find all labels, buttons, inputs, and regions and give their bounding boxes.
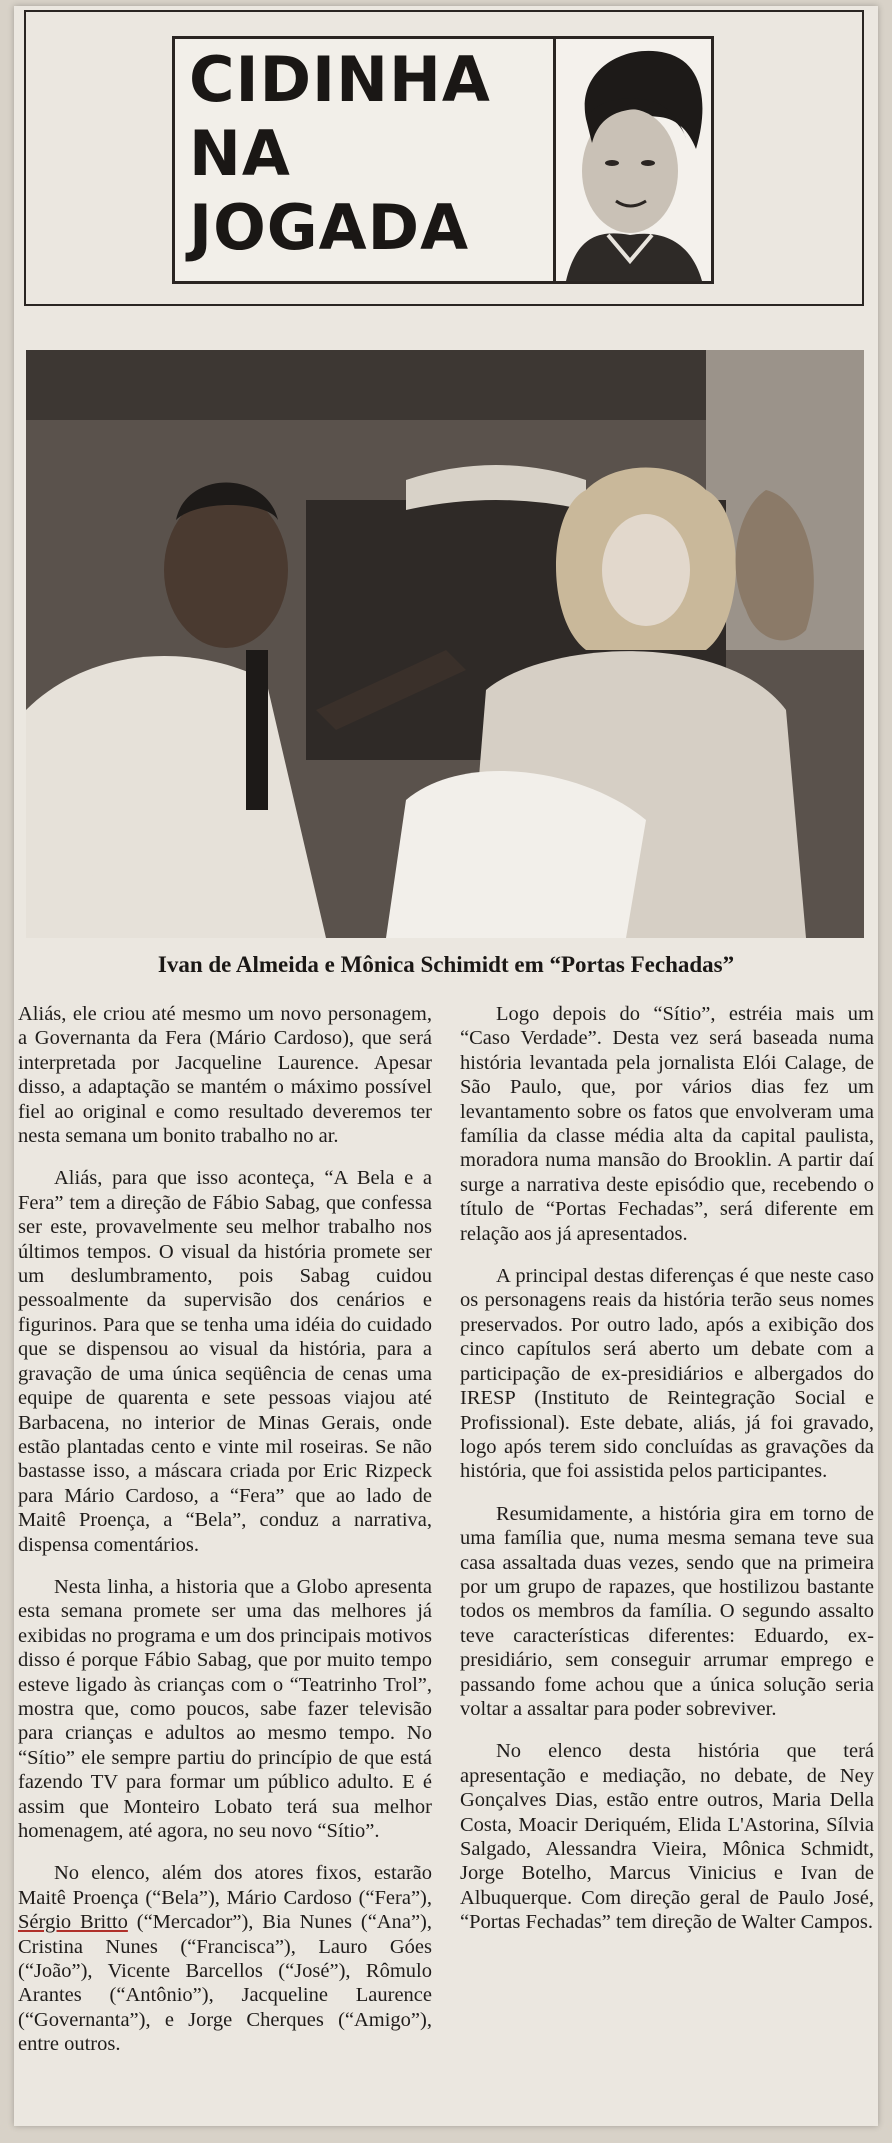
photo-caption: Ivan de Almeida e Mônica Schimidt em “Portas Fechadas” xyxy=(157,952,735,977)
paragraph: A principal destas diferenças é que neste caso os personagens reais da história terão seus nomes preservados. Por outro lado, após a exibição dos cinco capítulos será aberto um debate com a participação de ex-presidiários e albergados do IRESP (Instituto de Reintegração Social e Profissional). Este debate, aliás, já foi gravado, logo após terem sido concluídas as gravações da história, que foi assistida pelos participantes. xyxy=(460,1265,874,1483)
article-column-left xyxy=(18,1002,432,2057)
paragraph: Aliás, para que isso aconteça, “A Bela e a Fera” tem a direção de Fábio Sabag, que confessa ser este, provavelmente seu melhor trabalho nos últimos tempos. O visual da história promete ser um deslumbramento, pois Sabag cuidou pessoalmente da supervisão dos cenários e figurinos. Para que se tenha uma idéia do cuidado que se dispensou ao visual da história, para a gravação de uma única seqüência de cenas uma equipe de quarenta e sete pessoas viajou até Barbacena, no interior de Minas Gerais, onde estão plantadas cento e vinte mil roseiras. Se não bastasse isso, a máscara criada por Eric Rizpeck para Mário Cardoso, a “Fera” que ao lado de Maitê Proença, a “Bela”, conduz a narrativa, dispensa comentários. xyxy=(18,1167,432,1556)
paragraph: Nesta linha, a historia que a Globo apresenta esta semana promete ser uma das melhores já exibidas no programa e um dos principais motivos disso é porque Fábio Sabag, que por muito tempo esteve ligado às crianças com o “Teatrinho Trol”, mostra que, como poucos, sabe fazer televisão para crianças e adultos ao mesmo tempo. No “Sítio” ele sempre partiu do princípio de que está fazendo TV para formar um público adulto. E é assim que Monteiro Lobato terá sua melhor homenagem, até agora, no seu novo “Sítio”. xyxy=(18,1575,432,1842)
title-line-3: JOGADA xyxy=(189,191,470,264)
title-line-2: NA xyxy=(189,117,291,190)
article-photo xyxy=(26,350,864,938)
newspaper-clipping xyxy=(14,6,878,2126)
paragraph: Logo depois do “Sítio”, estréia mais um “Caso Verdade”. Desta vez será baseada numa história levantada pela jornalista Elói Calage, de São Paulo, que, por vários dias fez um levantamento sobre os fatos que envolveram uma família da classe média alta da capital paulista, moradora numa mansão do Brooklin. A partir daí surge a narrativa deste episódio que, recebendo o título de “Portas Fechadas”, será diferente em relação aos já apresentados. xyxy=(460,1003,874,1245)
portrait-illustration xyxy=(556,39,708,281)
title-line-1: CIDINHA xyxy=(189,43,491,116)
paragraph: No elenco desta história que terá apresentação e mediação, no debate, de Ney Gonçalves Dias, estão entre outros, Maria Della Costa, Moacir Deriquém, Elida L'Astorina, Sílvia Salgado, Alessandra Vieira, Mônica Schmidt, Jorge Botelho, Marcus Vinicius e Ivan de Albuquerque. Com direção geral de Paulo José, “Portas Fechadas” tem direção de Walter Campos. xyxy=(460,1740,874,1934)
title-box xyxy=(172,36,714,284)
cast-text-end: (“Mercador”), Bia Nunes (“Ana”), Cristina Nunes (“Francisca”), Lauro Góes (“João”), Vicente Barcellos (“José”), Rômulo Arantes (“Antônio”), Jacqueline Laurence (“Governanta”), e Jorge Cherques (“Amigo”), entre outros. xyxy=(18,1911,432,2056)
article-column-right xyxy=(460,1002,874,1935)
article-header xyxy=(24,10,864,306)
cast-text-start: No elenco, além dos atores fixos, estarão Maitê Proença (“Bela”), Mário Cardoso (“Fera”), xyxy=(18,1862,432,1909)
article-title xyxy=(189,43,549,265)
paragraph: Resumidamente, a história gira em torno de uma família que, numa mesma semana teve sua casa assaltada duas vezes, sendo que na primeira por um grupo de rapazes, que hostilizou bastante todos os membros da família. O segundo assalto teve características diferentes: Eduardo, ex-presidiário, sem conseguir arrumar emprego e passando fome achou que a única solução seria voltar a assaltar para poder sobreviver. xyxy=(460,1502,874,1720)
scene-illustration xyxy=(26,350,864,938)
highlighted-name: Sérgio Britto xyxy=(18,1911,128,1934)
paragraph-cast xyxy=(18,1861,432,2056)
paragraph: Aliás, ele criou até mesmo um novo personagem, a Governanta da Fera (Mário Cardoso), que será interpretada por Jacqueline Laurence. Apesar disso, a adaptação se mantém o máximo possível fiel ao original e como resultado deveremos ter nesta semana um bonito trabalho no ar. xyxy=(18,1003,432,1148)
columnist-portrait xyxy=(553,39,711,281)
